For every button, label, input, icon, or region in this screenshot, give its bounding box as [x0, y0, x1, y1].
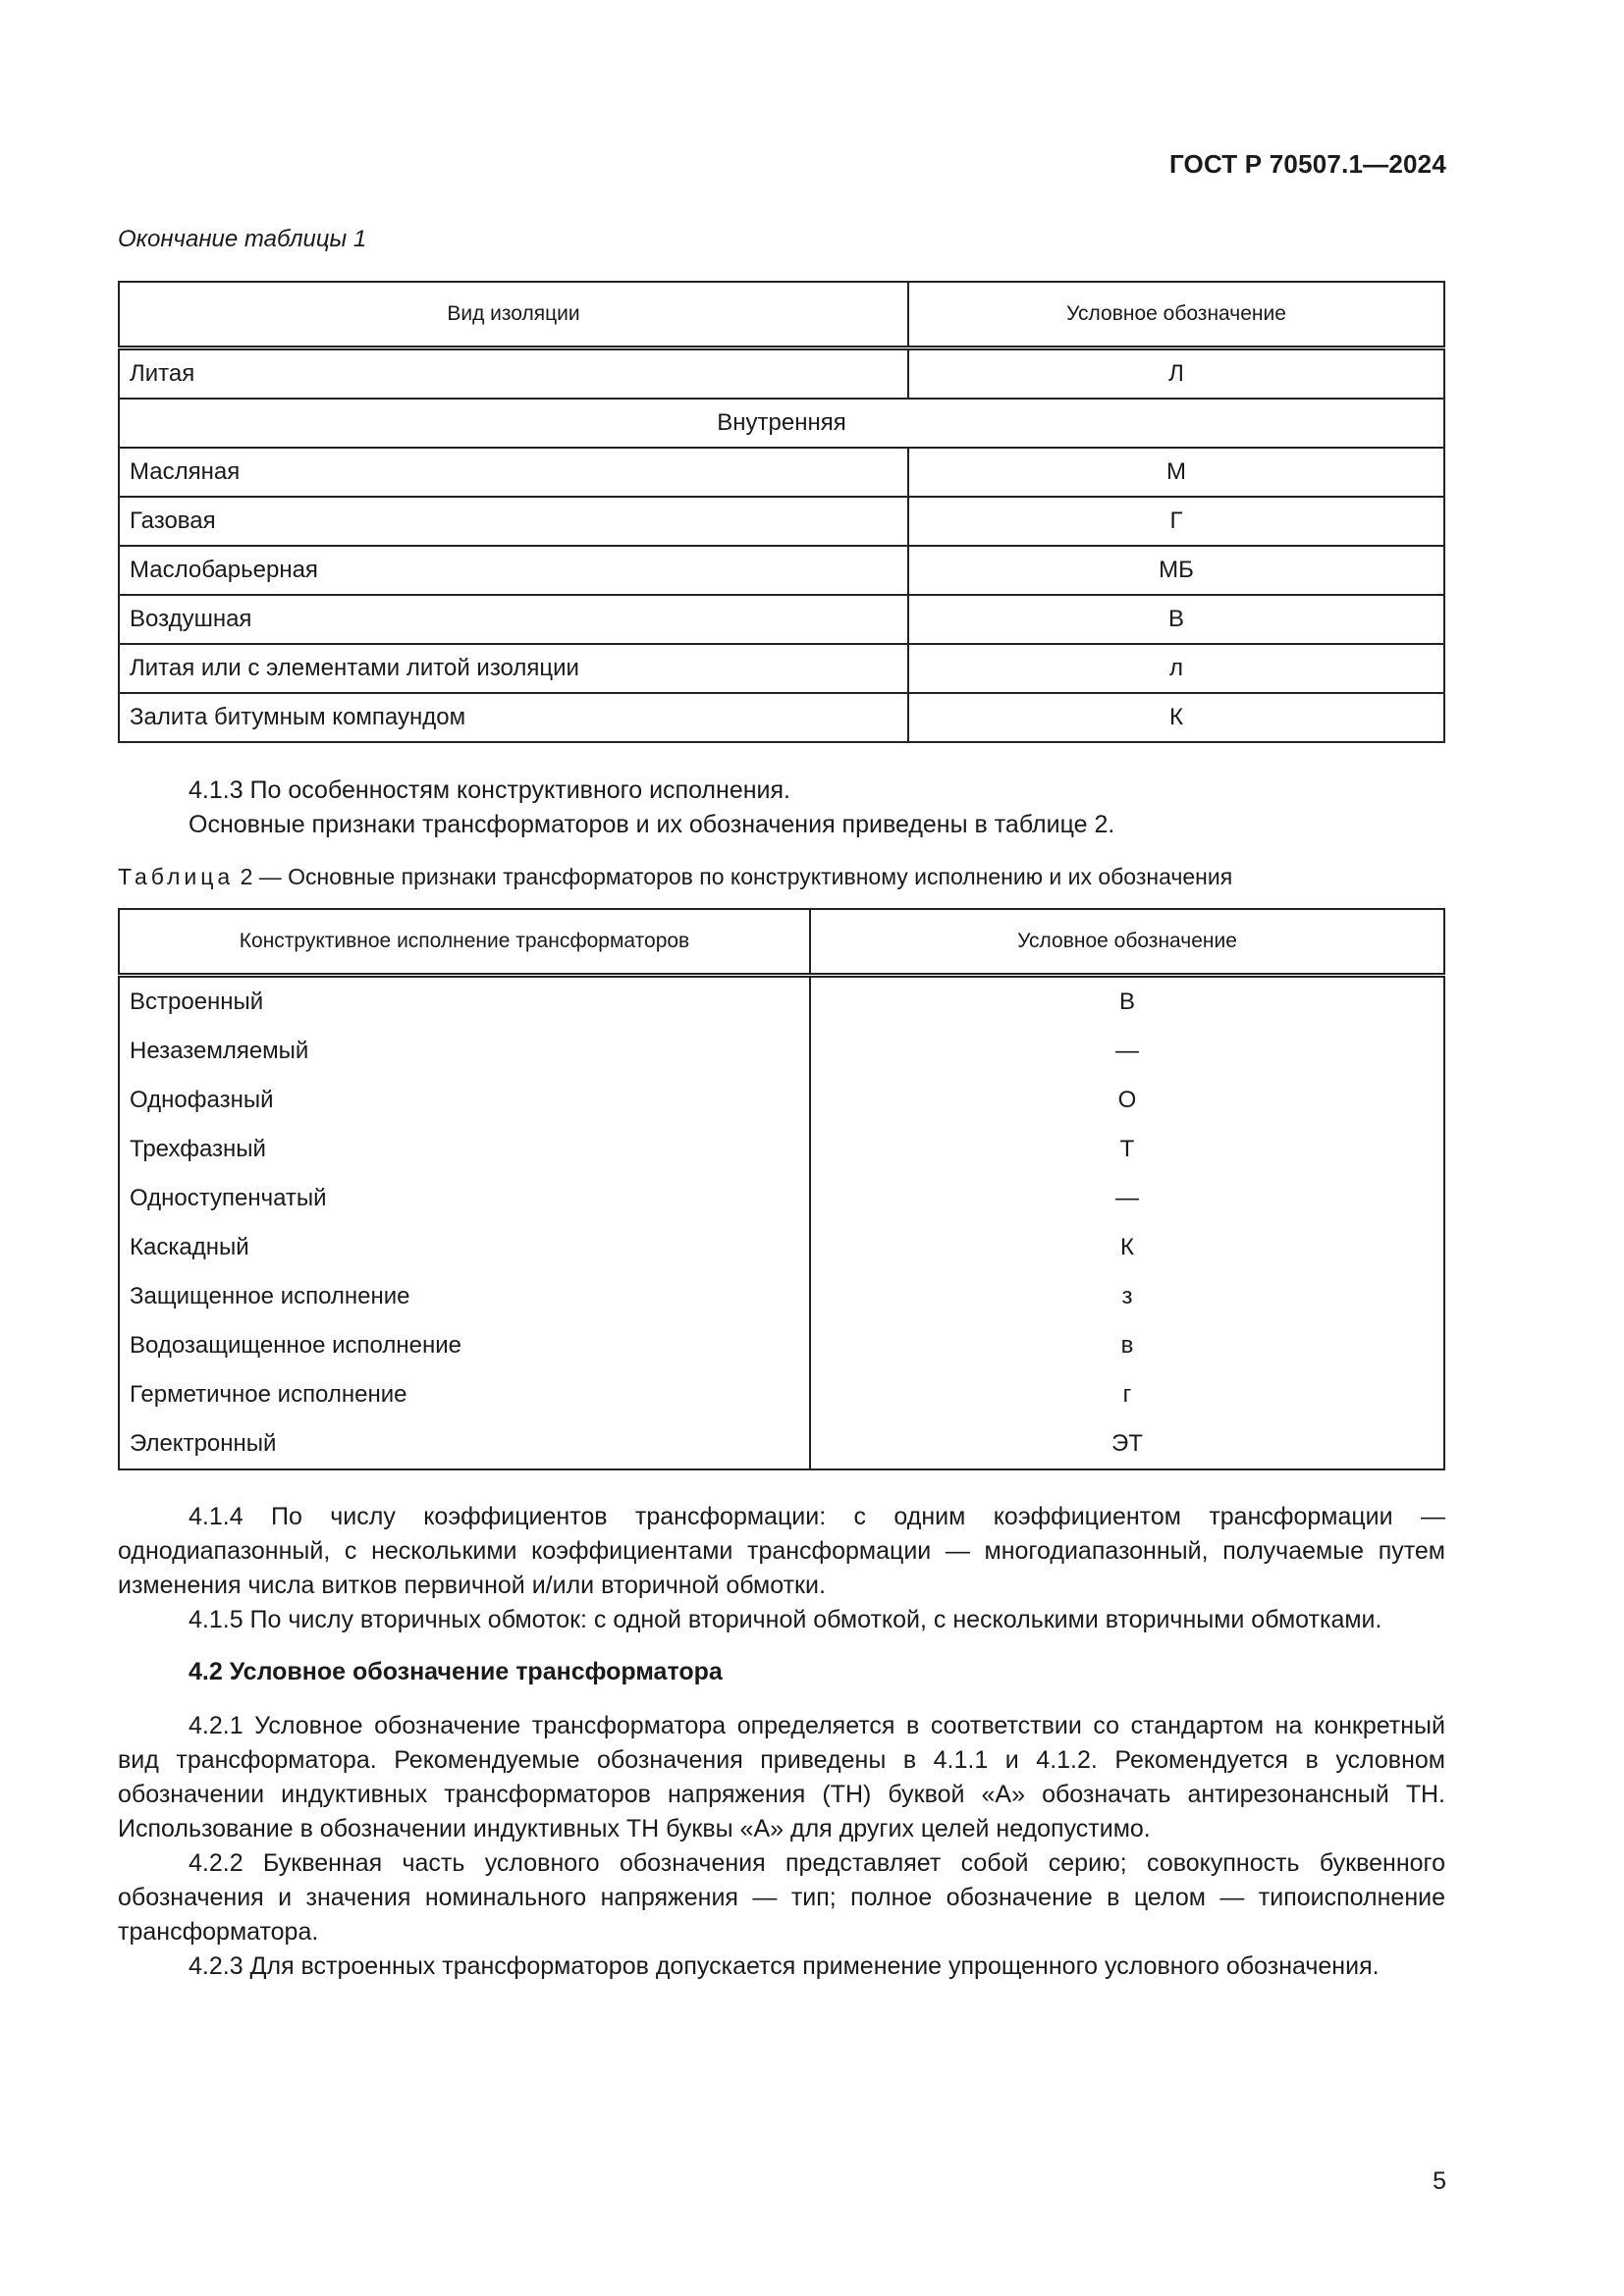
cell-code: М: [908, 448, 1444, 497]
cell-name: Электронный: [119, 1419, 810, 1469]
cell-code: г: [810, 1370, 1444, 1419]
cell-code: —: [810, 1027, 1444, 1076]
table-row: [119, 348, 1444, 400]
table-header-row: [119, 909, 1444, 976]
cell-code: К: [908, 693, 1444, 742]
table-header-row: [119, 282, 1444, 348]
paragraph: Основные признаки трансформаторов и их обозначения приведены в таблице 2.: [189, 811, 1115, 838]
cell-code: л: [908, 644, 1444, 693]
column-header: Условное обозначение: [810, 909, 1444, 976]
cell-name: Воздушная: [119, 595, 908, 644]
cell-code: МБ: [908, 546, 1444, 595]
cell-code: Г: [908, 497, 1444, 546]
column-header: Вид изоляции: [119, 282, 908, 348]
column-header: Условное обозначение: [908, 282, 1444, 348]
paragraph: 4.2.2 Буквенная часть условного обозначения представляет собой серию; совокупность буквенного обозначения и значения номинального напряжения — тип; полное обозначение в целом — типоисполнение трансформатора.: [118, 1849, 1445, 1946]
cell-name: Встроенный: [119, 976, 810, 1028]
cell-name: Каскадный: [119, 1223, 810, 1272]
cell-code: з: [810, 1272, 1444, 1321]
cell-code: Л: [908, 348, 1444, 400]
page-number: 5: [1433, 2167, 1446, 2195]
cell-name: Масляная: [119, 448, 908, 497]
cell-code: в: [810, 1321, 1444, 1370]
table1-caption: Окончание таблицы 1: [118, 226, 367, 252]
table-row: [119, 1125, 1444, 1174]
table-row: [119, 1027, 1444, 1076]
cell-name: Литая: [119, 348, 908, 400]
table-row: [119, 693, 1444, 742]
table-row: [119, 1321, 1444, 1370]
paragraph-block-2: [118, 1500, 1445, 1984]
cell-name: Литая или с элементами литой изоляции: [119, 644, 908, 693]
paragraph: 4.1.3 По особенностям конструктивного исполнения.: [189, 776, 790, 804]
table-row: [119, 1174, 1444, 1223]
column-header: Конструктивное исполнение трансформаторов: [119, 909, 810, 976]
table2-title: 2 — Основные признаки трансформаторов по конструктивному исполнению и их обозначения: [234, 864, 1233, 889]
section-title: 4.2 Условное обозначение трансформатора: [189, 1658, 723, 1685]
paragraph: 4.2.3 Для встроенных трансформаторов допускается применение упрощенного условного обозначения.: [189, 1952, 1380, 1980]
cell-name: Герметичное исполнение: [119, 1370, 810, 1419]
cell-name: Залита битумным компаундом: [119, 693, 908, 742]
cell-name: Незаземляемый: [119, 1027, 810, 1076]
cell-name: Одноступенчатый: [119, 1174, 810, 1223]
document-code: ГОСТ Р 70507.1—2024: [1168, 149, 1446, 179]
table-row: [119, 1370, 1444, 1419]
table-row: [119, 497, 1444, 546]
table-row: [119, 1223, 1444, 1272]
table-row: [119, 448, 1444, 497]
cell-code: В: [908, 595, 1444, 644]
cell-name: Трехфазный: [119, 1125, 810, 1174]
cell-code: К: [810, 1223, 1444, 1272]
cell-name: Защищенное исполнение: [119, 1272, 810, 1321]
cell-section: Внутренняя: [119, 399, 1444, 448]
cell-name: Однофазный: [119, 1076, 810, 1125]
table-section-row: [119, 399, 1444, 448]
paragraph-block-1: [118, 774, 1445, 842]
paragraph: 4.1.5 По числу вторичных обмоток: с одной вторичной обмоткой, с несколькими вторичными обмотками.: [189, 1606, 1382, 1633]
table1: [118, 281, 1445, 743]
cell-code: В: [810, 976, 1444, 1028]
table-row: [119, 595, 1444, 644]
cell-code: О: [810, 1076, 1444, 1125]
cell-code: Т: [810, 1125, 1444, 1174]
table2-label: Таблица: [118, 864, 235, 889]
table-row: [119, 1419, 1444, 1469]
table-row: [119, 1272, 1444, 1321]
cell-code: ЭТ: [810, 1419, 1444, 1469]
table-row: [119, 644, 1444, 693]
cell-name: Газовая: [119, 497, 908, 546]
cell-name: Водозащищенное исполнение: [119, 1321, 810, 1370]
cell-name: Маслобарьерная: [119, 546, 908, 595]
cell-code: —: [810, 1174, 1444, 1223]
table2-caption: [118, 864, 1232, 890]
paragraph: 4.1.4 По числу коэффициентов трансформации: с одним коэффициентом трансформации — однодиапазонный, с несколькими коэффициентами трансформации — многодиапазонный, получаемые путем изменения числа витков первичной и/или вторичной обмотки.: [118, 1503, 1445, 1599]
table-row: [119, 976, 1444, 1028]
paragraph: 4.2.1 Условное обозначение трансформатора определяется в соответствии со стандартом на конкретный вид трансформатора. Рекомендуемые обозначения приведены в 4.1.1 и 4.1.2. Рекомендуется в условном обозначении индуктивных трансформаторов напряжения (ТН) буквой «А» обозначать антирезонансный ТН. Использование в обозначении индуктивных ТН буквы «А» для других целей недопустимо.: [118, 1712, 1445, 1842]
table2: [118, 908, 1445, 1470]
table-row: [119, 1076, 1444, 1125]
table-row: [119, 546, 1444, 595]
